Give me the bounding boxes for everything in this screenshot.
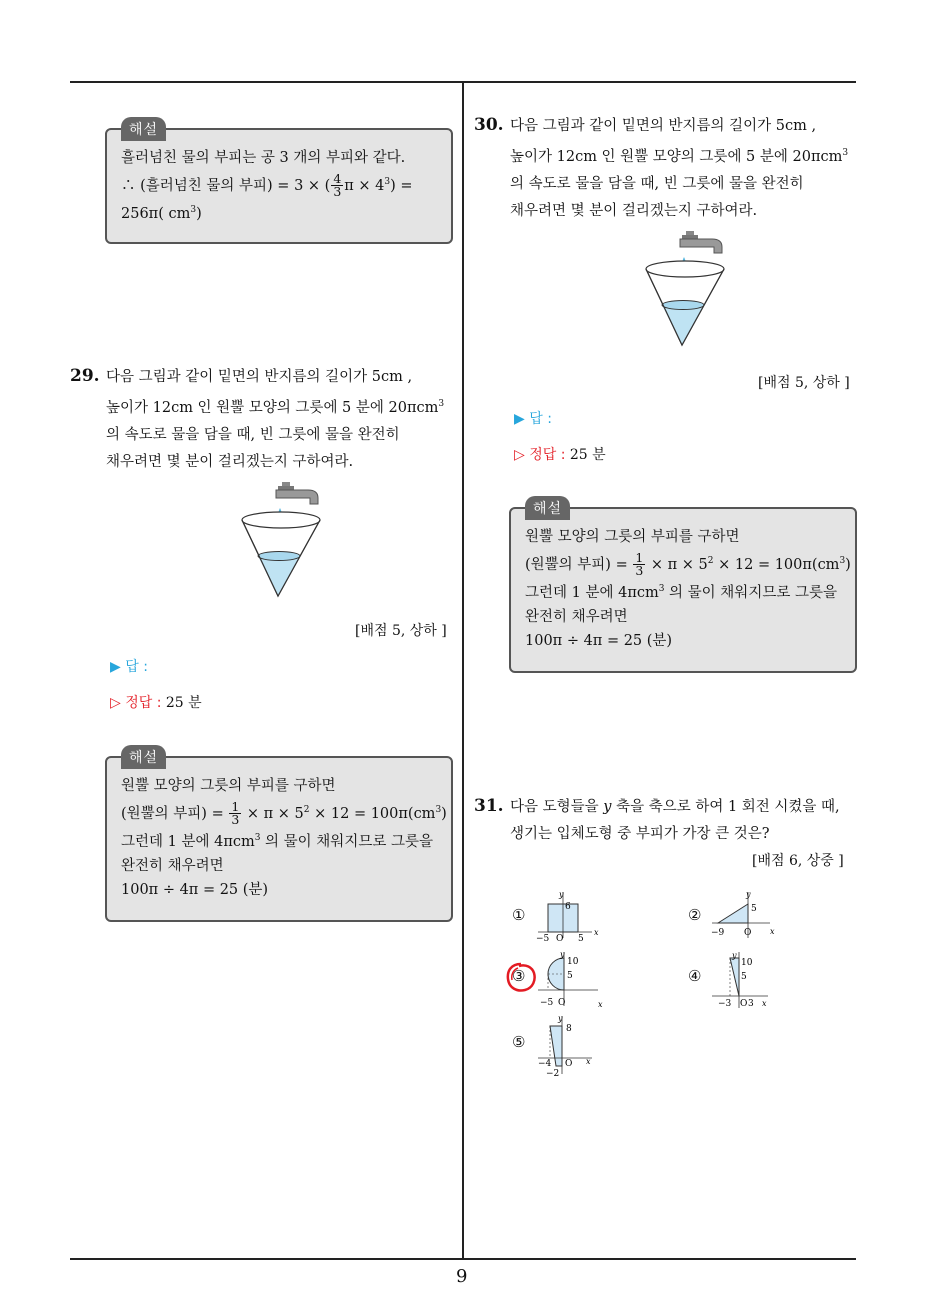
solution-box-29 (105, 750, 453, 922)
solution-line: 256π( $cm^3$) (121, 205, 202, 223)
question-number-30: 30. (474, 115, 504, 135)
svg-text:y: y (559, 890, 564, 899)
solution-tag: 해설 (525, 496, 570, 520)
option-2-figure (708, 888, 778, 943)
solution-line: 원뿔 모양의 그릇의 부피를 구하면 (525, 529, 740, 545)
solution-tag: 해설 (121, 745, 166, 769)
svg-text:3: 3 (748, 999, 754, 1009)
svg-text:y: y (732, 951, 737, 960)
solution-box-28 (105, 122, 453, 244)
svg-text:y: y (558, 1014, 563, 1023)
solution-body (525, 525, 851, 653)
svg-text:O: O (556, 934, 564, 943)
svg-text:10: 10 (567, 957, 579, 967)
solution-body (121, 146, 413, 226)
svg-text:−2: −2 (546, 1069, 560, 1078)
option-1-figure (534, 888, 604, 943)
faucet-icon (276, 482, 318, 516)
faucet-icon (680, 231, 722, 265)
svg-text:5: 5 (578, 934, 584, 943)
option-4-figure (708, 948, 778, 1010)
option-5[interactable]: ⑤ (512, 1033, 526, 1051)
solution-line: 완전히 채우려면 (525, 609, 628, 626)
svg-text:5: 5 (567, 971, 573, 981)
cone-faucet-figure (236, 478, 326, 598)
option-1[interactable]: ① (512, 906, 526, 924)
svg-text:x: x (598, 1000, 603, 1009)
column-divider (462, 83, 464, 1259)
svg-text:5: 5 (741, 972, 747, 982)
bottom-rule (70, 1258, 856, 1260)
svg-text:y: y (746, 890, 751, 899)
solution-line: 100π ÷ 4π = 25 (분) (121, 882, 269, 899)
question-number-31: 31. (474, 796, 504, 816)
solution-tag: 해설 (121, 117, 166, 141)
solution-line: 그런데 1 분에 4πcm$^3$ 의 물이 채워지므로 그릇을 (525, 584, 837, 602)
question-text-31: 다음 도형들을 y 축을 축으로 하여 1 회전 시켰을 때, 생기는 입체도형 중 부피가 가장 큰 것은? (510, 799, 840, 842)
solution-line: 완전히 채우려면 (121, 858, 224, 875)
score-label: [배점 5, 상하 ] (758, 375, 850, 391)
option-4[interactable]: ④ (688, 967, 702, 985)
question-text-29: 다음 그림과 같이 밑면의 반지름의 길이가 5cm , 높이가 12cm 인 원뿔 모양의 그릇에 5 분에 20πcm$^3$ 의 속도로 물을 담을 때, 빈 그릇에 물을 완전히 채우려면 몇 분이 걸리겠는지 구하여라. (106, 369, 445, 470)
solution-body (121, 774, 447, 902)
svg-text:−5: −5 (536, 934, 550, 943)
option-3-figure (534, 948, 604, 1010)
svg-text:x: x (586, 1057, 591, 1066)
page-number: 9 (456, 1266, 468, 1287)
correct-answer: ▷ 정답 : 25 분 (514, 447, 606, 463)
solution-box-30 (509, 501, 857, 673)
option-5-figure (534, 1012, 604, 1078)
svg-text:x: x (594, 928, 599, 937)
score-label: [배점 5, 상하 ] (355, 623, 447, 639)
solution-line: (원뿔의 부피) = $\frac{1}{3}$ × $\pi \times 5^2 \times 12 = 100\pi(cm^3)$ (525, 550, 851, 579)
svg-text:O: O (565, 1059, 573, 1069)
option-3[interactable]: ③ (512, 967, 526, 985)
svg-text:x: x (770, 927, 775, 936)
solution-line: ∴ (흘러넘친 물의 부피) = 3 × ( $\frac{4}{3}$ $\pi \times 4^3$) = (121, 171, 413, 200)
svg-text:−9: −9 (711, 928, 725, 938)
svg-text:y: y (560, 950, 565, 959)
answer-label: ▶ 답 : (514, 411, 552, 427)
option-2[interactable]: ② (688, 906, 702, 924)
svg-text:x: x (762, 999, 767, 1008)
svg-text:O: O (558, 998, 566, 1008)
svg-text:O: O (744, 928, 752, 938)
question-number-29: 29. (70, 366, 100, 386)
svg-text:O: O (740, 999, 748, 1009)
solution-line: 흘러넘친 물의 부피는 공 3 개의 부피와 같다. (121, 150, 406, 166)
svg-text:−4: −4 (538, 1059, 552, 1069)
solution-line: 원뿔 모양의 그릇의 부피를 구하면 (121, 778, 336, 794)
question-text-30: 다음 그림과 같이 밑면의 반지름의 길이가 5cm , 높이가 12cm 인 원뿔 모양의 그릇에 5 분에 20πcm$^3$ 의 속도로 물을 담을 때, 빈 그릇에 물을 완전히 채우려면 몇 분이 걸리겠는지 구하여라. (510, 118, 849, 219)
fraction: $\frac{4}{3}$ (333, 171, 342, 200)
cone-faucet-figure (640, 227, 730, 347)
svg-text:8: 8 (566, 1024, 572, 1034)
svg-text:−3: −3 (718, 999, 732, 1009)
svg-text:−5: −5 (540, 998, 554, 1008)
svg-text:10: 10 (741, 958, 753, 968)
solution-line: 100π ÷ 4π = 25 (분) (525, 633, 673, 650)
fraction: $\frac{1}{3}$ (231, 799, 240, 828)
answer-label: ▶ 답 : (110, 659, 148, 675)
svg-text:6: 6 (565, 902, 571, 912)
svg-text:5: 5 (751, 904, 757, 914)
solution-line: (원뿔의 부피) = $\frac{1}{3}$ × $\pi \times 5^2 \times 12 = 100\pi(cm^3)$ (121, 799, 447, 828)
fraction: $\frac{1}{3}$ (635, 550, 644, 579)
score-label: [배점 6, 상중 ] (752, 853, 844, 869)
correct-answer: ▷ 정답 : 25 분 (110, 695, 202, 711)
solution-line: 그런데 1 분에 4πcm$^3$ 의 물이 채워지므로 그릇을 (121, 833, 433, 851)
